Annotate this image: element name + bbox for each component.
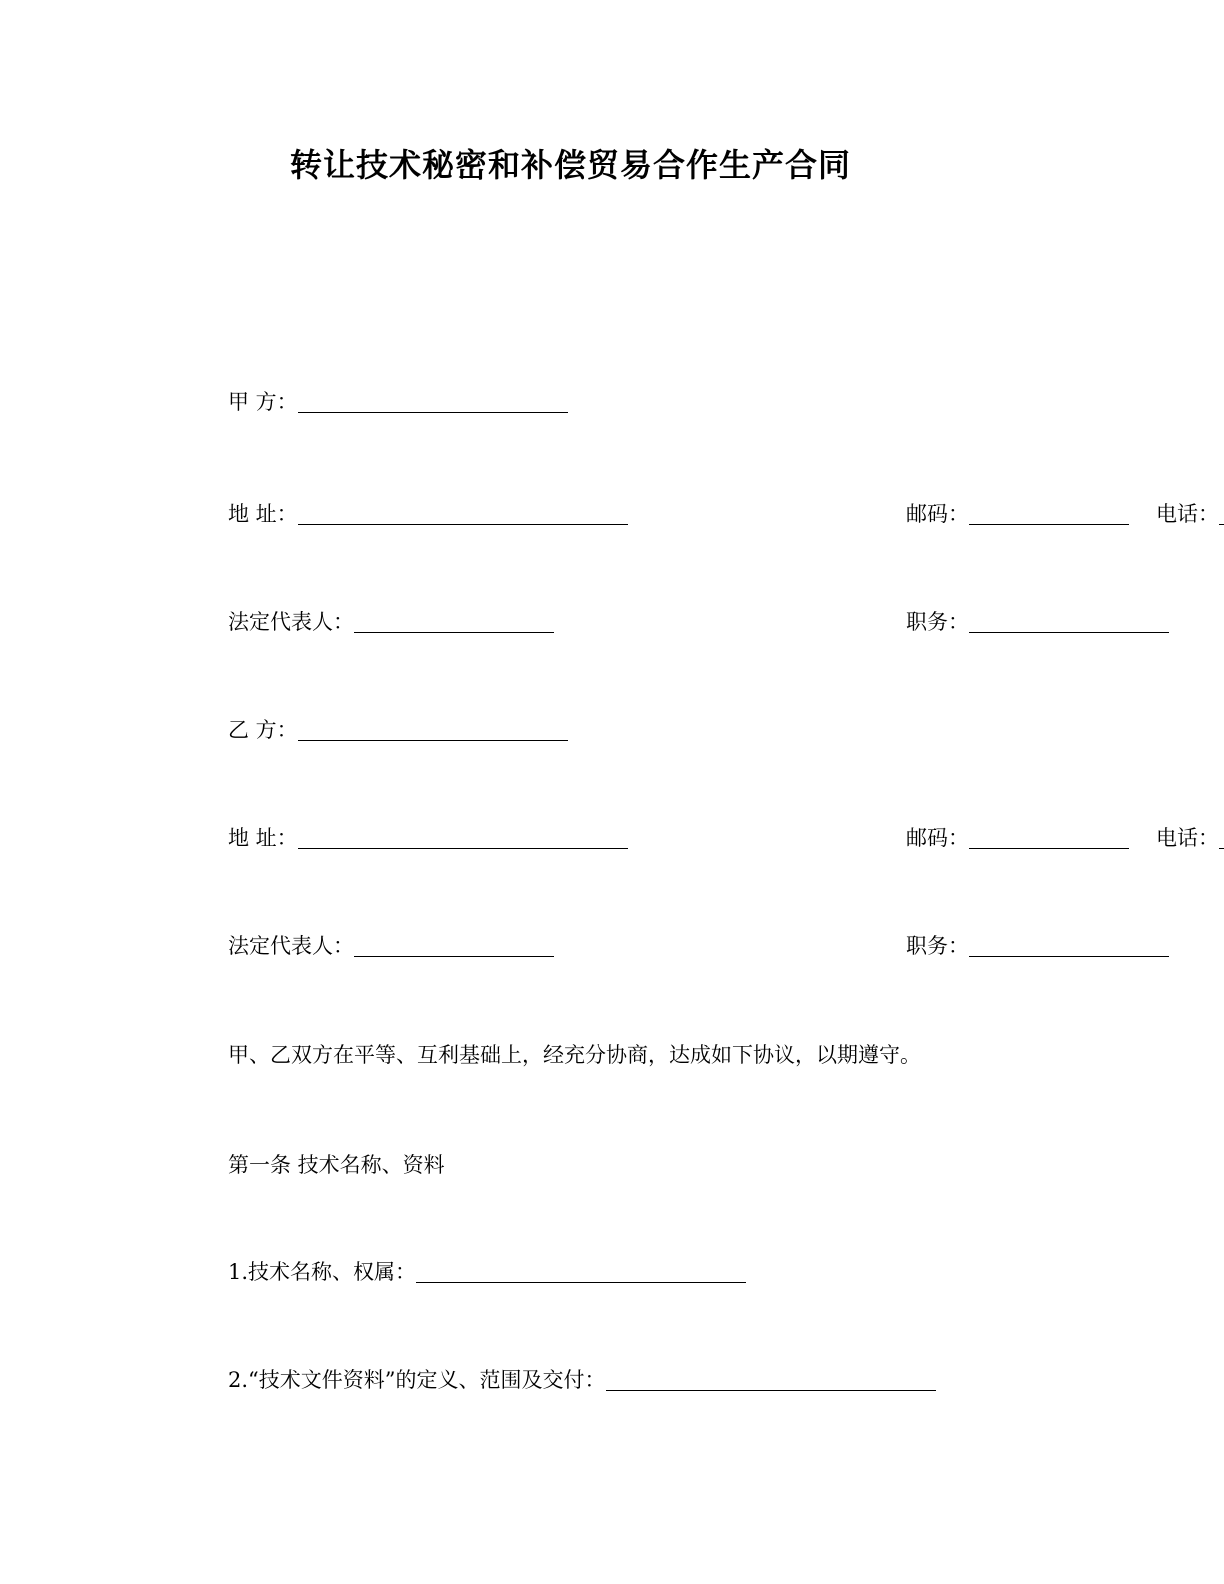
party-b-position-label: 职务： (906, 934, 969, 958)
party-a-postcode-label: 邮码： (906, 502, 969, 526)
party-b-name-field[interactable] (298, 720, 568, 741)
party-a-phone-label: 电话： (1156, 502, 1219, 526)
party-a-position-group (906, 608, 1169, 636)
party-b-phone-label: 电话： (1156, 826, 1219, 850)
party-b-address-row (228, 824, 1219, 852)
item-1-row (228, 1258, 1128, 1286)
party-a-name-row (228, 388, 1128, 416)
item-2-row (228, 1366, 1128, 1394)
party-a-address-row (228, 500, 1219, 528)
party-a-legal-rep-field[interactable] (354, 612, 554, 633)
party-b-position-group (906, 932, 1169, 960)
party-a-postcode-field[interactable] (969, 504, 1129, 525)
item-2-label: 2.“技术文件资料”的定义、范围及交付： (228, 1368, 606, 1392)
party-a-phone-field[interactable] (1219, 504, 1224, 525)
party-a-name-field[interactable] (298, 392, 568, 413)
party-a-phone-group (1156, 500, 1224, 528)
party-b-legal-rep-label: 法定代表人： (228, 934, 354, 958)
party-b-phone-group (1156, 824, 1224, 852)
party-b-position-field[interactable] (969, 936, 1169, 957)
party-b-phone-field[interactable] (1219, 828, 1224, 849)
preamble-paragraph: 甲、乙双方在平等、互利基础上，经充分协商，达成如下协议，以期遵守。 (228, 1043, 921, 1067)
page-title: 转让技术秘密和补偿贸易合作生产合同 (290, 146, 852, 184)
item-1-field[interactable] (416, 1262, 746, 1283)
party-a-address-label: 地 址： (228, 502, 298, 526)
party-b-postcode-field[interactable] (969, 828, 1129, 849)
item-2-field[interactable] (606, 1370, 936, 1391)
party-b-name-row (228, 716, 1128, 744)
party-a-position-field[interactable] (969, 612, 1169, 633)
party-a-position-label: 职务： (906, 610, 969, 634)
party-b-legal-rep-field[interactable] (354, 936, 554, 957)
item-1-label: 1.技术名称、权属： (228, 1260, 417, 1284)
party-a-address-field[interactable] (298, 504, 628, 525)
party-b-name-label: 乙 方： (228, 718, 298, 742)
party-b-address-field[interactable] (298, 828, 628, 849)
party-a-legal-rep-label: 法定代表人： (228, 610, 354, 634)
party-a-legal-rep-row (228, 608, 1128, 636)
party-a-name-label: 甲 方： (228, 390, 298, 414)
party-b-postcode-label: 邮码： (906, 826, 969, 850)
party-b-postcode-group (906, 824, 1129, 852)
party-b-address-label: 地 址： (228, 826, 298, 850)
article-one-heading: 第一条 技术名称、资料 (228, 1153, 445, 1177)
party-b-legal-rep-row (228, 932, 1128, 960)
party-a-postcode-group (906, 500, 1129, 528)
